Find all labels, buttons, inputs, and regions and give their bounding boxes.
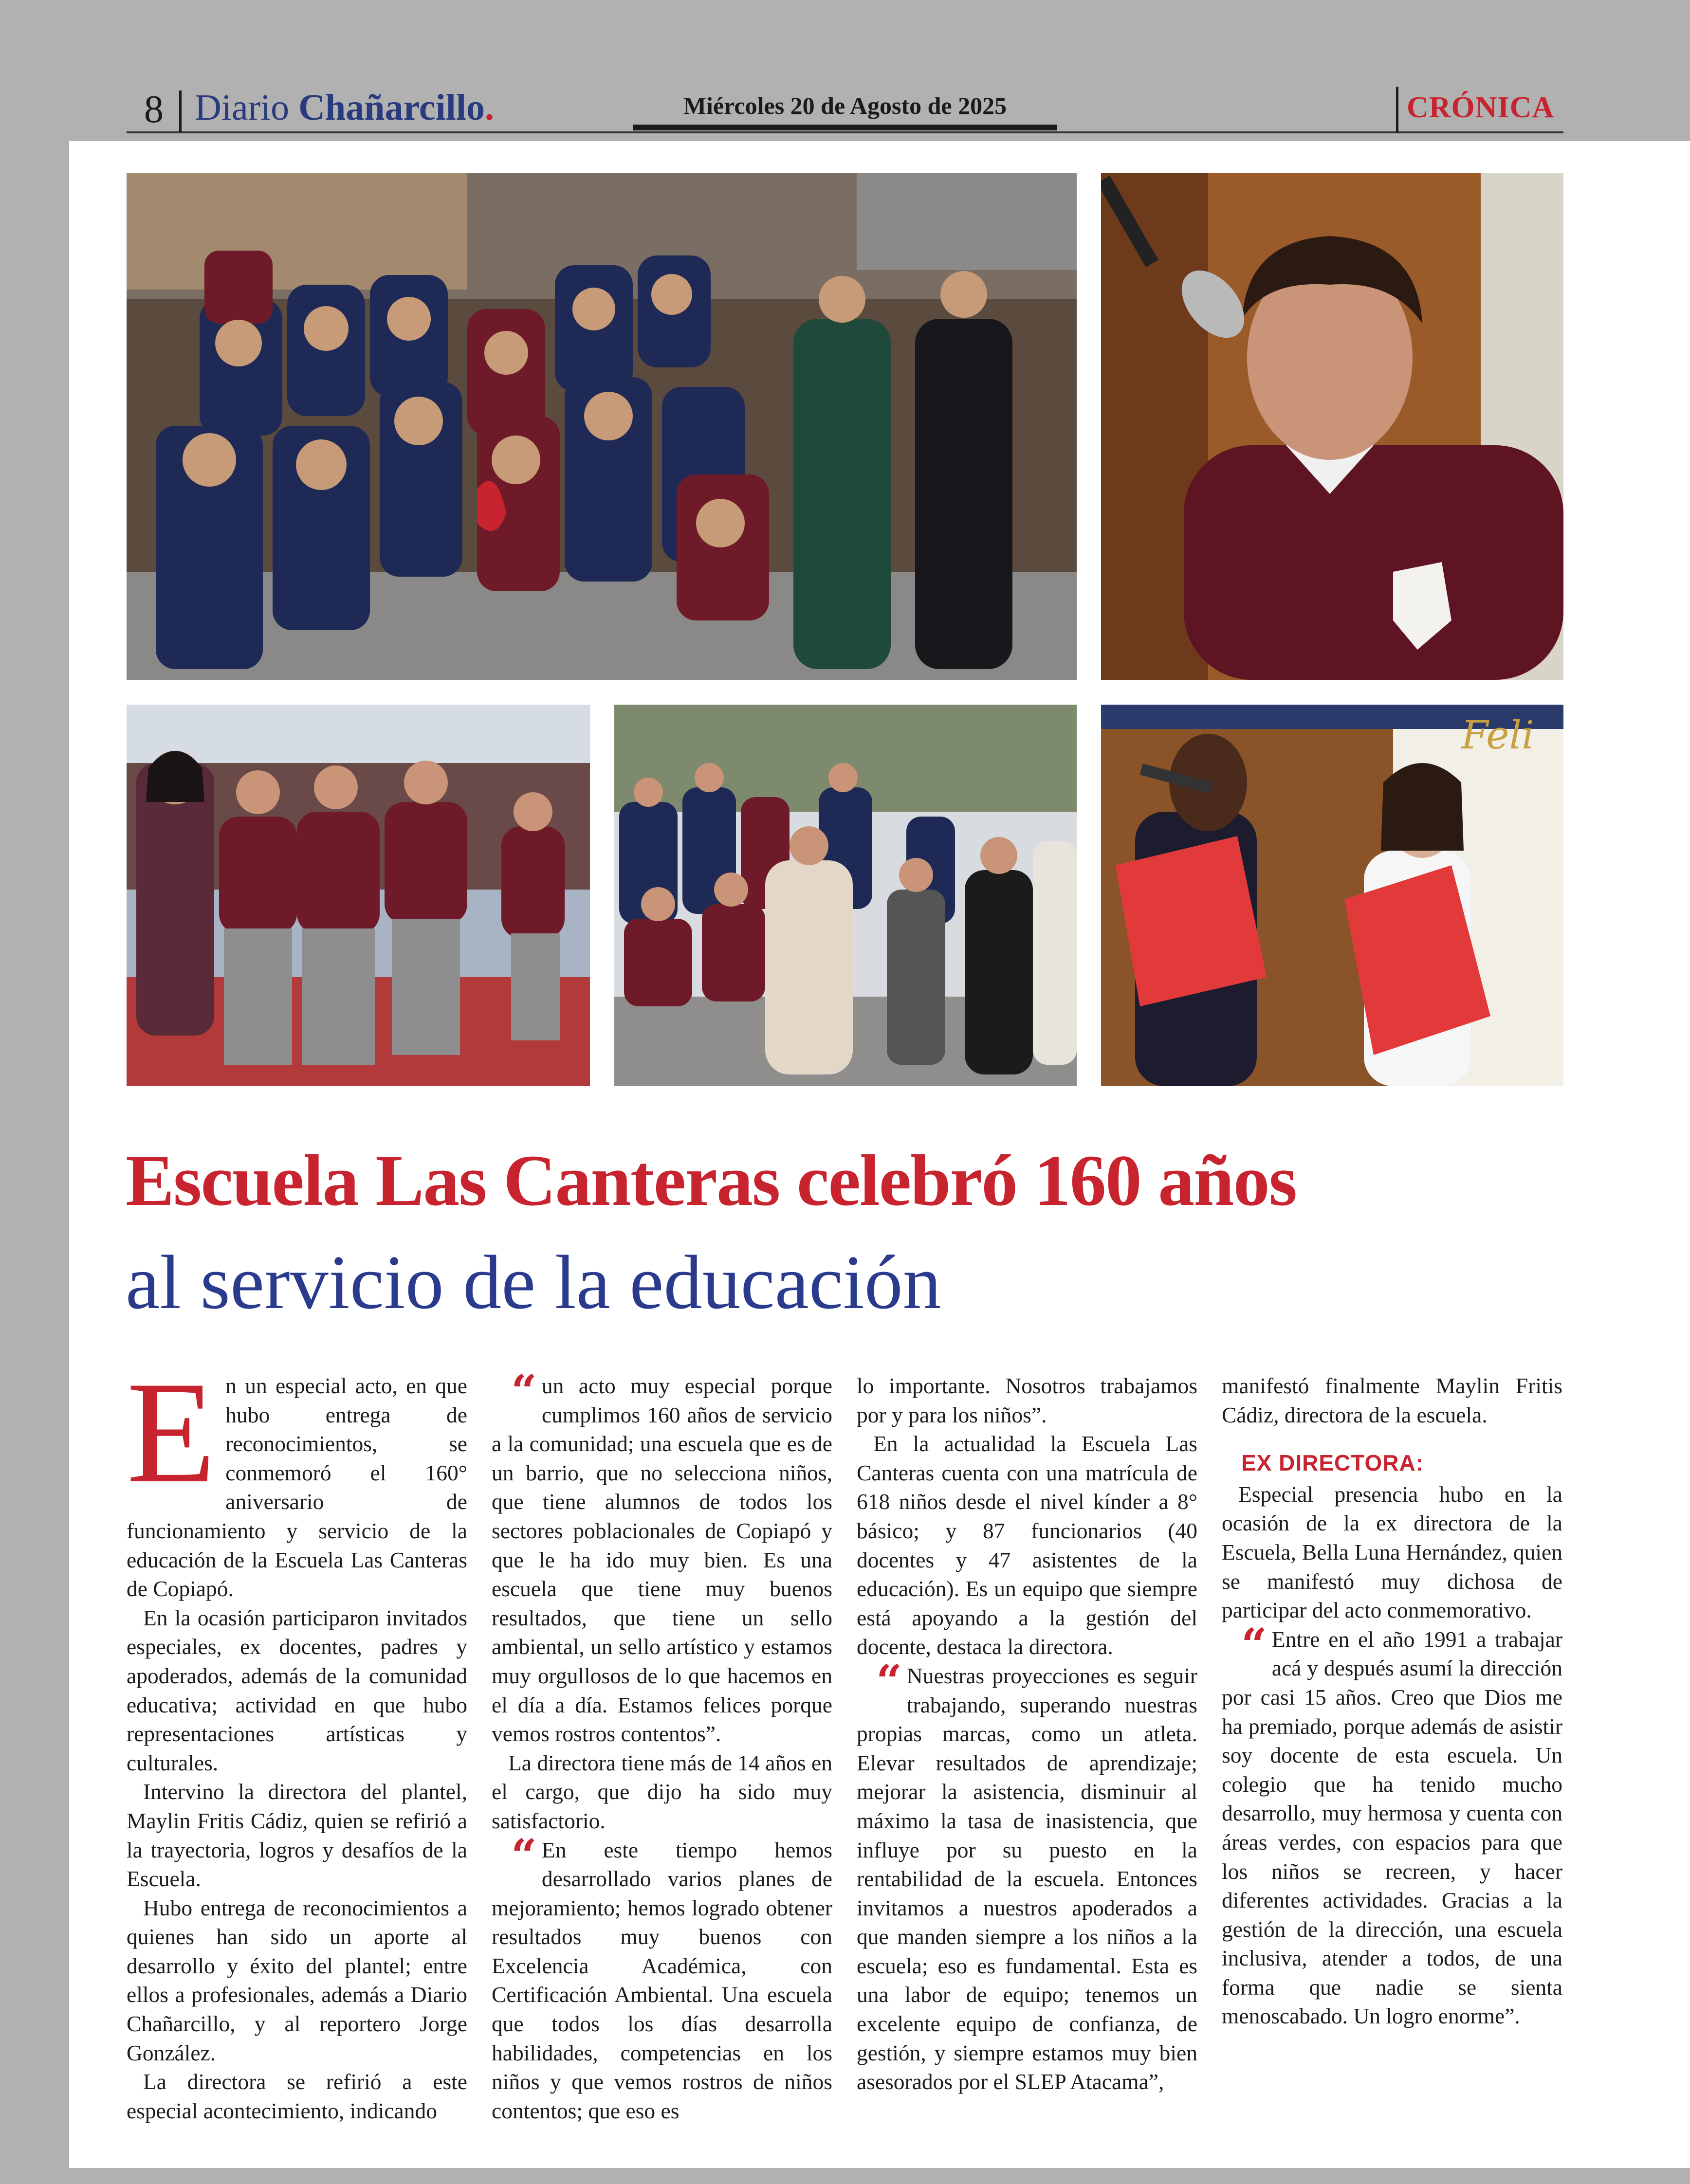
section-label: CRÓNICA	[1407, 91, 1555, 124]
article-paragraph: En la actualidad la Escuela Las Canteras cuenta con una matrícula de 618 niños desde el nivel kínder a 8° básico; y 87 funcionarios (40 docentes y 47 asistentes de la educación). Es un equipo que siempre está apoyando a la gestión del docente, destaca la directora.	[857, 1431, 1197, 1659]
photo-students-choir	[127, 173, 1077, 680]
newspaper-name-dot: .	[485, 87, 495, 128]
photo-teacher-students-gym	[127, 705, 590, 1086]
quote-text: Nuestras proyecciones es seguir trabajando, superando nuestras propias marcas, como un atleta. Elevar resultados de aprendizaje; mejorar la asistencia, disminuir al máximo la tasa de inasistencia, que influye por su puesto en la rentabilidad de la escuela. Entonces invitamos a nuestros apoderados a que manden siempre a los niños a la escuela; eso es fundamental. Esta es una labor de equipo; tenemos un excelente equipo de confianza, de gestión, y siempre estamos muy bien asesorados por el SLEP Atacama”,	[857, 1663, 1197, 2094]
drop-cap: E	[127, 1351, 216, 1513]
photo-students-courtyard	[614, 705, 1077, 1086]
article-quote	[492, 1365, 832, 1748]
quote-text: Entre en el año 1991 a trabajar acá y después asumí la dirección por casi 15 años. Creo que Dios me ha premiado, porque además de asistir soy docente de esta escuela. Un colegio que ha tenido mucho desarrollo, muy hermosa y cuenta con áreas verdes, con espacios para que los niños se recreen, y hacer diferentes actividades. Gracias a la gestión de la dirección, una escuela inclusiva, atender a todos, de una forma que nadie se sienta menoscabado. Un logro enorme”.	[1222, 1626, 1562, 2029]
quote-mark-icon: “	[876, 1655, 902, 1708]
newspaper-name-regular: Diario	[195, 87, 299, 128]
photo-boy-microphone	[1101, 173, 1563, 680]
article-paragraph: La directora se refirió a este especial acontecimiento, indicando	[127, 2069, 467, 2123]
article-paragraph: Intervino la directora del plantel, Maylin Fritis Cádiz, quien se refirió a la trayectoria, logros y desafíos de la Escuela.	[127, 1779, 467, 1892]
header-date-bar	[633, 125, 1057, 130]
article-column-4	[1222, 1371, 1562, 2031]
article-subhead: EX DIRECTORA:	[1241, 1450, 1424, 1476]
article-column-1	[127, 1351, 467, 2125]
quote-mark-icon: “	[511, 1829, 537, 1882]
header-divider	[179, 91, 182, 132]
article-paragraph: manifestó finalmente Maylin Fritis Cádiz, directora de la escuela.	[1222, 1373, 1562, 1427]
issue-date: Miércoles 20 de Agosto de 2025	[683, 92, 1007, 119]
article-quote	[857, 1655, 1197, 2096]
svg-text:Feli: Feli	[1461, 712, 1534, 758]
article-quote	[1222, 1618, 1562, 2031]
headline-secondary: al servicio de la educación	[126, 1240, 941, 1325]
header-rule	[127, 131, 1563, 133]
article-paragraph: Especial presencia hubo en la ocasión de la ex directora de la Escuela, Bella Luna Hernández, quien se manifestó muy dichosa de participar del acto conmemorativo.	[1222, 1481, 1562, 1623]
article-quote	[492, 1829, 832, 2126]
article-paragraph: En la ocasión participaron invitados especiales, ex docentes, padres y apoderados, además de la comunidad educativa; actividad en que hubo representaciones artísticas y culturales.	[127, 1605, 467, 1775]
newspaper-name-bold: Chañarcillo	[298, 87, 485, 128]
headline-main: Escuela Las Canteras celebró 160 años	[126, 1140, 1297, 1221]
article-paragraph: Hubo entrega de reconocimientos a quienes han sido un aporte al desarrollo y éxito del plantel; entre ellos a profesionales, además a Diario Chañarcillo, y al reportero Jorge González.	[127, 1895, 467, 2065]
article-column-2	[492, 1365, 832, 2125]
article-column-3	[857, 1371, 1197, 2096]
article-paragraph: La directora tiene más de 14 años en el cargo, que dijo ha sido muy satisfactorio.	[492, 1750, 832, 1833]
article-paragraph	[127, 1351, 467, 1603]
photo-girls-reading	[1101, 705, 1563, 1086]
newspaper-name	[195, 87, 494, 129]
quote-mark-icon: “	[511, 1365, 537, 1418]
paragraph-text: n un especial acto, en que hubo entrega de reconocimientos, se conmemoró el 160° aniversario de funcionamiento y servicio de la educación de la Escuela Las Canteras de Copiapó.	[127, 1373, 467, 1602]
quote-text: En este tiempo hemos desarrollado varios planes de mejoramiento; hemos logrado obtener resultados muy buenos con Excelencia Académica, con Certificación Ambiental. Una escuela que todos los días desarrolla habilidades, competencias en los niños y que vemos rostros de niños contentos; que eso es	[492, 1837, 832, 2123]
quote-mark-icon: “	[1241, 1618, 1267, 1671]
page-number: 8	[144, 88, 164, 131]
quote-text: un acto muy especial porque cumplimos 160 años de servicio a la comunidad; una escuela que es de un barrio, que no selecciona niños, que tiene alumnos de todos los sectores poblacionales de Copiapó y que le ha ido muy bien. Es una escuela que tiene muy buenos resultados, que tiene un sello ambiental, un sello artístico y estamos muy orgullosos de lo que hacemos en el día a día. Estamos felices porque vemos rostros contentos”.	[492, 1373, 832, 1747]
header-divider-right	[1396, 87, 1398, 133]
article-paragraph: lo importante. Nosotros trabajamos por y para los niños”.	[857, 1373, 1197, 1427]
